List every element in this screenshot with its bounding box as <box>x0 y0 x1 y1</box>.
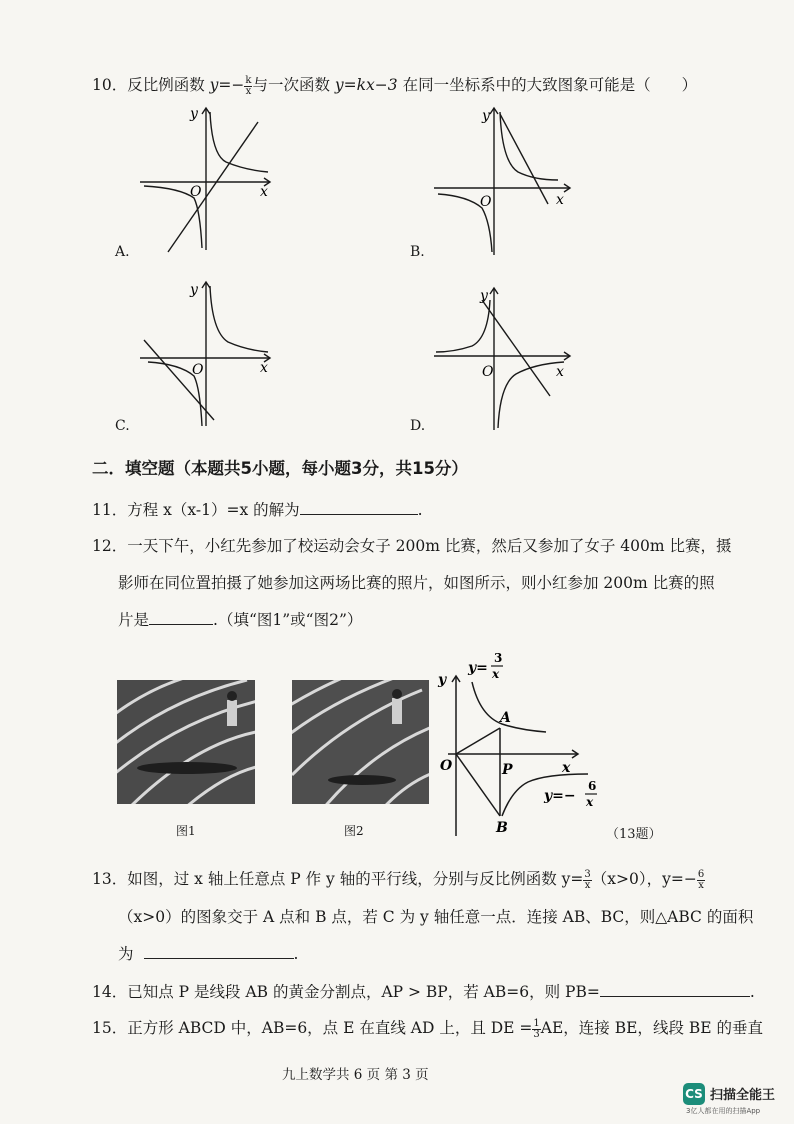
segment-oa <box>456 728 500 754</box>
graph-option-b <box>428 100 588 260</box>
caption-figure-2: 图2 <box>344 824 364 838</box>
question-12-line1: 12．一天下午，小红先参加了校运动会女子 200m 比赛，然后又参加了女子 400m 比赛，摄 <box>92 537 732 555</box>
x-label: x <box>556 192 564 208</box>
figure-13-graph <box>428 650 618 840</box>
graph-option-a <box>130 100 290 260</box>
line-graph <box>144 340 214 420</box>
x-label: x <box>556 364 564 380</box>
page-footer: 九上数学共 6 页 第 3 页 <box>282 1067 429 1083</box>
photo-figure-1 <box>117 680 255 804</box>
fraction-3-over-x: $\frac{3}{x}$ <box>584 868 591 891</box>
hyperbola-branch-q4 <box>498 362 564 428</box>
hyperbola-branch-q1 <box>210 112 268 172</box>
point-p-label: P <box>502 762 513 778</box>
option-d-label[interactable]: D. <box>410 418 426 434</box>
scanner-logo-icon: CS <box>683 1083 705 1105</box>
origin-label: O <box>190 184 202 200</box>
fraction-1-over-3: $\frac{1}{3}$ <box>533 1017 540 1040</box>
question-13-line3: 为 . <box>118 942 298 965</box>
question-12-line2: 影师在同位置拍摄了她参加这两场比赛的照片，如图所示，则小红参加 200m 比赛的照 <box>118 574 715 592</box>
y-label: y <box>190 106 198 122</box>
question-10-stem: 10．反比例函数 y=− $\frac{k}{x}$ 与一次函数 y=kx−3 在同一坐标系中的大致图象可能是（ ） <box>92 74 698 97</box>
hyperbola-branch-q2 <box>436 300 490 352</box>
curve2-label-prefix: y=− <box>544 788 576 804</box>
origin-label: O <box>480 194 492 210</box>
curve1-label-den: x <box>492 667 500 681</box>
line-graph <box>482 300 550 396</box>
question-12-line3: 片是 .（填“图1”或“图2”） <box>118 608 362 631</box>
fraction-6-over-x: $\frac{6}{x}$ <box>697 868 705 891</box>
question-13-line1: 13．如图，过 x 轴上任意点 P 作 y 轴的平行线，分别与反比例函数 y= $\frac{3}{x}$ （x>0），y=− $\frac{6}{x}$ <box>92 868 705 891</box>
question-15: 15．正方形 ABCD 中，AB=6，点 E 在直线 AD 上，且 DE = $\frac{1}{3}$ AE，连接 BE，线段 BE 的垂直 <box>92 1017 763 1040</box>
origin-label: O <box>482 364 494 380</box>
point-a-label: A <box>500 710 511 726</box>
question-13-line2: （x>0）的图象交于 A 点和 B 点，若 C 为 y 轴任意一点．连接 AB、BC，则△ABC 的面积 <box>118 908 754 926</box>
line-graph <box>500 114 548 204</box>
photo-figure-2-image <box>292 680 429 804</box>
fig13-x-label: x <box>562 760 571 776</box>
option-a-label[interactable]: A. <box>115 244 130 260</box>
answer-blank-12[interactable] <box>149 608 213 625</box>
caption-figure-1: 图1 <box>176 824 196 838</box>
photo-figure-2 <box>292 680 429 804</box>
fig13-origin-label: O <box>440 758 453 774</box>
curve2-label-num: 6 <box>588 779 597 793</box>
graph-option-c <box>130 276 290 436</box>
question-11: 11．方程 x（x-1）=x 的解为 . <box>92 498 423 521</box>
answer-blank-13[interactable] <box>144 942 294 959</box>
figure-13-caption: （13题） <box>606 827 662 842</box>
question-14: 14．已知点 P 是线段 AB 的黄金分割点，AP > BP，若 AB=6，则 PB= . <box>92 980 755 1003</box>
y-label: y <box>190 282 198 298</box>
fraction-k-over-x: $\frac{k}{x}$ <box>245 74 252 97</box>
segment-ob <box>456 754 500 816</box>
origin-label: O <box>192 362 204 378</box>
option-c-label[interactable]: C. <box>115 418 130 434</box>
point-b-label: B <box>496 820 508 836</box>
y-label: y <box>482 108 490 124</box>
section-2-heading: 二．填空题（本题共5小题，每小题3分，共15分） <box>92 459 468 478</box>
graph-option-d <box>428 280 588 440</box>
scanner-brand-name: 扫描全能王 <box>710 1088 776 1103</box>
x-label: x <box>260 184 268 200</box>
line-graph <box>168 122 258 252</box>
answer-blank-11[interactable] <box>300 498 418 515</box>
curve1-label-num: 3 <box>494 651 503 665</box>
scanner-brand-tagline: 3亿人都在用的扫描App <box>686 1107 761 1115</box>
curve1-label-prefix: y= <box>468 660 488 676</box>
y-label: y <box>480 288 488 304</box>
photo-figure-1-image <box>117 680 255 804</box>
curve2-label-den: x <box>586 795 594 809</box>
x-label: x <box>260 360 268 376</box>
fig13-y-label: y <box>438 672 447 688</box>
hyperbola-branch-q1 <box>210 286 268 352</box>
answer-blank-14[interactable] <box>600 980 750 997</box>
option-b-label[interactable]: B. <box>410 244 425 260</box>
